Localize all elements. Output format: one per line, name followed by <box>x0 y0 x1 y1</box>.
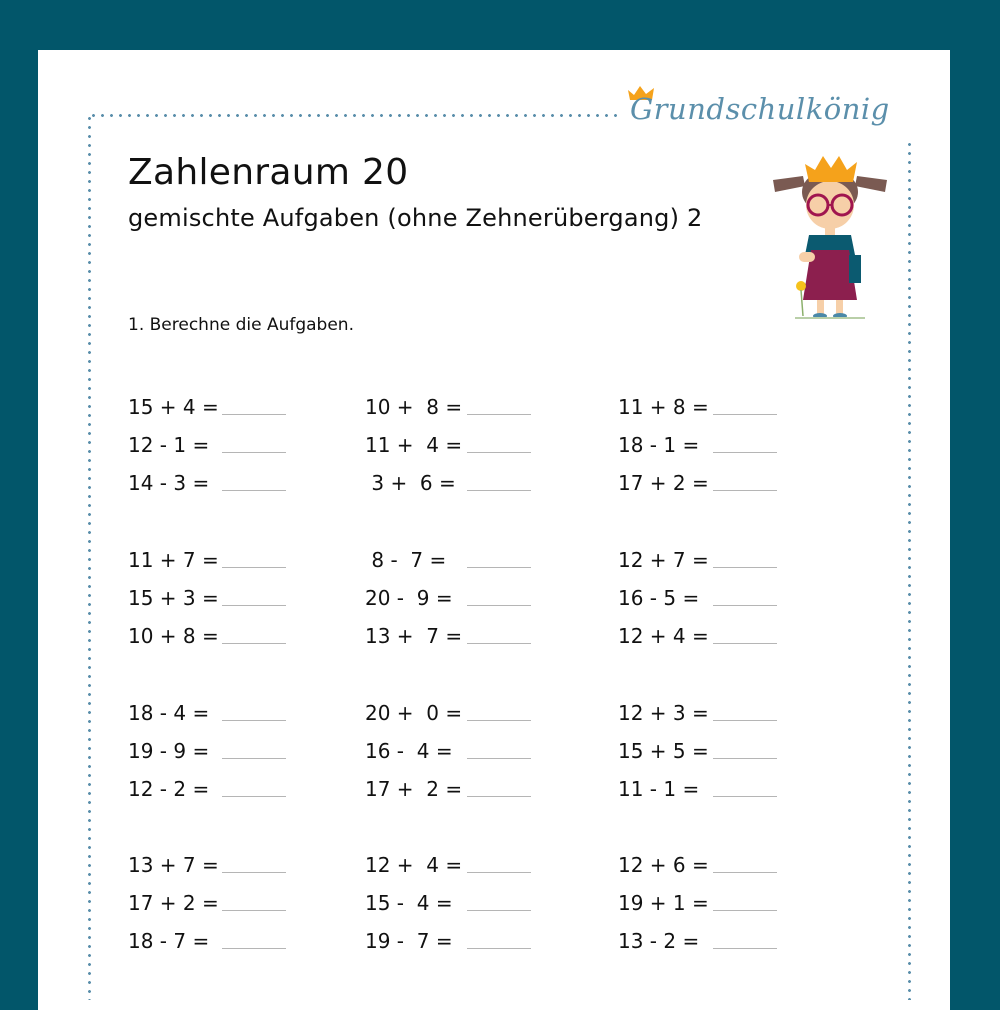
answer-blank[interactable] <box>713 605 777 606</box>
answer-blank[interactable] <box>467 910 531 911</box>
math-problem: 18 - 7 = <box>128 929 210 953</box>
answer-blank[interactable] <box>713 643 777 644</box>
math-problem: 13 + 7 = <box>128 853 219 877</box>
math-problem: 8 - 7 = <box>365 548 447 572</box>
page-subtitle: gemischte Aufgaben (ohne Zehnerübergang) 2 <box>128 204 703 232</box>
brand-logo: Grundschulkönig <box>630 92 890 126</box>
math-problem: 12 + 4 = <box>365 853 463 877</box>
answer-blank[interactable] <box>467 948 531 949</box>
math-problem: 11 + 7 = <box>128 548 219 572</box>
answer-blank[interactable] <box>467 490 531 491</box>
math-problem: 12 + 3 = <box>618 701 709 725</box>
answer-blank[interactable] <box>713 720 777 721</box>
dotted-border-top <box>89 114 621 117</box>
math-problem: 17 + 2 = <box>365 777 463 801</box>
math-problem: 16 - 4 = <box>365 739 453 763</box>
task-instruction: 1. Berechne die Aufgaben. <box>128 315 354 335</box>
math-problem: 11 - 1 = <box>618 777 700 801</box>
answer-blank[interactable] <box>467 452 531 453</box>
math-problem: 19 + 1 = <box>618 891 709 915</box>
answer-blank[interactable] <box>222 720 286 721</box>
math-problem: 15 + 5 = <box>618 739 709 763</box>
math-problem: 12 - 1 = <box>128 433 210 457</box>
math-problem: 15 + 4 = <box>128 395 219 419</box>
answer-blank[interactable] <box>222 948 286 949</box>
math-problem: 15 + 3 = <box>128 586 219 610</box>
math-problem: 11 + 8 = <box>618 395 709 419</box>
math-problem: 10 + 8 = <box>365 395 463 419</box>
answer-blank[interactable] <box>713 910 777 911</box>
answer-blank[interactable] <box>222 567 286 568</box>
answer-blank[interactable] <box>713 796 777 797</box>
answer-blank[interactable] <box>467 796 531 797</box>
math-problem: 17 + 2 = <box>618 471 709 495</box>
math-problem: 11 + 4 = <box>365 433 463 457</box>
answer-blank[interactable] <box>467 720 531 721</box>
math-problem: 12 + 6 = <box>618 853 709 877</box>
answer-blank[interactable] <box>713 490 777 491</box>
answer-blank[interactable] <box>222 872 286 873</box>
math-problem: 17 + 2 = <box>128 891 219 915</box>
answer-blank[interactable] <box>713 872 777 873</box>
answer-blank[interactable] <box>467 414 531 415</box>
answer-blank[interactable] <box>467 758 531 759</box>
answer-blank[interactable] <box>467 567 531 568</box>
math-problem: 13 + 7 = <box>365 624 463 648</box>
answer-blank[interactable] <box>222 414 286 415</box>
math-problem: 20 - 9 = <box>365 586 453 610</box>
answer-blank[interactable] <box>222 796 286 797</box>
answer-blank[interactable] <box>713 758 777 759</box>
math-problem: 10 + 8 = <box>128 624 219 648</box>
answer-blank[interactable] <box>222 490 286 491</box>
answer-blank[interactable] <box>222 605 286 606</box>
math-problem: 19 - 9 = <box>128 739 210 763</box>
answer-blank[interactable] <box>467 605 531 606</box>
math-problem: 20 + 0 = <box>365 701 463 725</box>
math-problem: 14 - 3 = <box>128 471 210 495</box>
math-problem: 19 - 7 = <box>365 929 453 953</box>
math-problem: 13 - 2 = <box>618 929 700 953</box>
dotted-border-right <box>908 140 911 1000</box>
math-problem: 12 + 4 = <box>618 624 709 648</box>
answer-blank[interactable] <box>222 452 286 453</box>
page-title: Zahlenraum 20 <box>128 152 409 193</box>
dotted-border-left <box>88 114 91 1000</box>
math-problem: 16 - 5 = <box>618 586 700 610</box>
answer-blank[interactable] <box>713 452 777 453</box>
math-problem: 12 - 2 = <box>128 777 210 801</box>
answer-blank[interactable] <box>713 414 777 415</box>
answer-blank[interactable] <box>222 758 286 759</box>
math-problem: 18 - 1 = <box>618 433 700 457</box>
answer-blank[interactable] <box>713 567 777 568</box>
math-problem: 15 - 4 = <box>365 891 453 915</box>
answer-blank[interactable] <box>222 910 286 911</box>
answer-blank[interactable] <box>467 643 531 644</box>
answer-blank[interactable] <box>467 872 531 873</box>
math-problem: 18 - 4 = <box>128 701 210 725</box>
math-problem: 3 + 6 = <box>365 471 456 495</box>
math-problem: 12 + 7 = <box>618 548 709 572</box>
answer-blank[interactable] <box>713 948 777 949</box>
girl-illustration-icon <box>765 150 895 325</box>
answer-blank[interactable] <box>222 643 286 644</box>
